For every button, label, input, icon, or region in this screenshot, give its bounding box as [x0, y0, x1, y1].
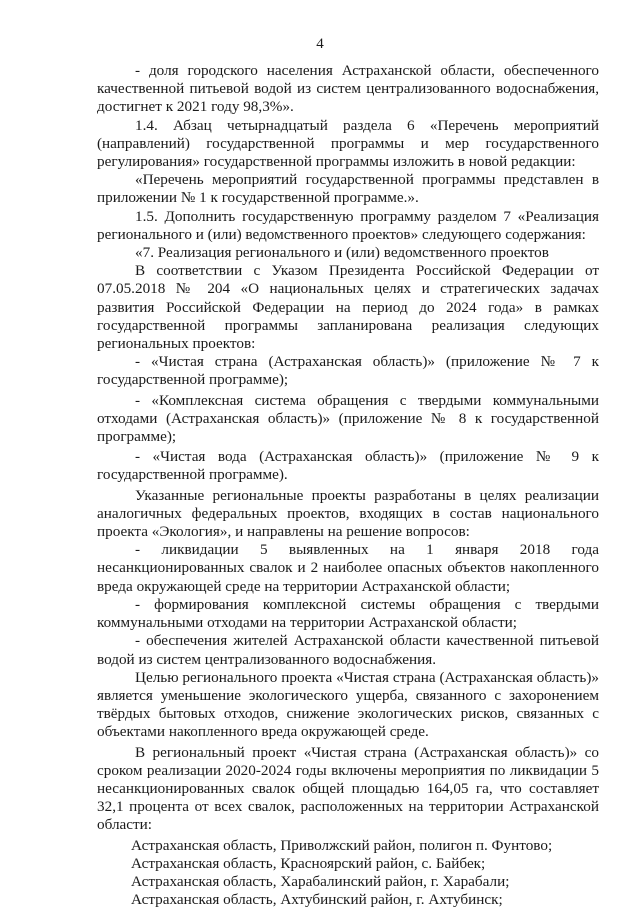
paragraph-clean-country-goal: Целью регионального проекта «Чистая страна (Астраханская область)» является уменьшение экологического ущерба, связанного с захоронением твёрдых бытовых отходов, снижение экологических рисков, связанных с объектами накопленного вреда окружающей среде.: [97, 668, 599, 741]
paragraph-clean-country-scope: В региональный проект «Чистая страна (Астраханская область)» со сроком реализации 2020-2024 годы включены мероприятия по ликвидации 5 несанкционированных свалок общей площадью 164,05 га, что составляет 32,1 процента от всех свалок, расположенных на территории Астраханской области:: [97, 743, 599, 834]
site-list-item: Астраханская область, Ахтубинский район, г. Ахтубинск;: [131, 891, 503, 909]
paragraph-amendment-1-5: 1.5. Дополнить государственную программу разделом 7 «Реализация регионального и (или) ведомственного проектов» следующего содержания:: [97, 207, 599, 243]
paragraph-urban-water-indicator: - доля городского населения Астраханской области, обеспеченного качественной питьевой водой из систем централизованного водоснабжения, достигнет к 2021 году 98,3%».: [97, 62, 599, 116]
paragraph-projects-purpose: Указанные региональные проекты разработаны в целях реализации аналогичных федеральных проектов, входящих в состав национального проекта «Экология», и направлены на решение вопросов:: [97, 486, 599, 541]
section-7-heading: «7. Реализация регионального и (или) ведомственного проектов: [135, 244, 549, 262]
list-item-waste-management: - формирования комплексной системы обращения с твердыми коммунальными отходами на территории Астраханской области;: [97, 595, 599, 632]
list-item-dump-liquidation: - ликвидации 5 выявленных на 1 января 2018 года несанкционированных свалок и 2 наиболее опасных объектов накопленного вреда окружающей среде на территории Астраханской области;: [97, 541, 599, 595]
list-item-water-supply: - обеспечения жителей Астраханской области качественной питьевой водой из систем централизованного водоснабжения.: [97, 632, 599, 668]
paragraph-amendment-1-4: 1.4. Абзац четырнадцатый раздела 6 «Перечень мероприятий (направлений) государственной программы и мер государственного регулирования» государственной программы изложить в новой редакции:: [97, 116, 599, 171]
list-item-waste-system: - «Комплексная система обращения с твердыми коммунальными отходами (Астраханская область)» (приложение № 8 к государственной программе);: [97, 391, 599, 446]
site-list-item: Астраханская область, Приволжский район, полигон п. Фунтово;: [131, 836, 553, 854]
list-item-clean-country: - «Чистая страна (Астраханская область)» (приложение № 7 к государственной программе);: [97, 353, 599, 389]
paragraph-decree-reference: В соответствии с Указом Президента Российской Федерации от 07.05.2018 № 204 «О национальных целях и стратегических задачах развития Российской Федерации на период до 2024 года» в рамках государственной программы запланирована реализация следующих региональных проектов:: [97, 262, 599, 353]
site-list-item: Астраханская область, Красноярский район, с. Байбек;: [131, 854, 486, 872]
paragraph-measures-list-reference: «Перечень мероприятий государственной программы представлен в приложении № 1 к государственной программе.».: [97, 171, 599, 207]
site-list-item: Астраханская область, Харабалинский район, г. Харабали;: [131, 872, 510, 890]
document-body: [97, 62, 599, 909]
list-item-clean-water: - «Чистая вода (Астраханская область)» (приложение № 9 к государственной программе).: [97, 448, 599, 484]
page-number: 4: [316, 36, 324, 52]
